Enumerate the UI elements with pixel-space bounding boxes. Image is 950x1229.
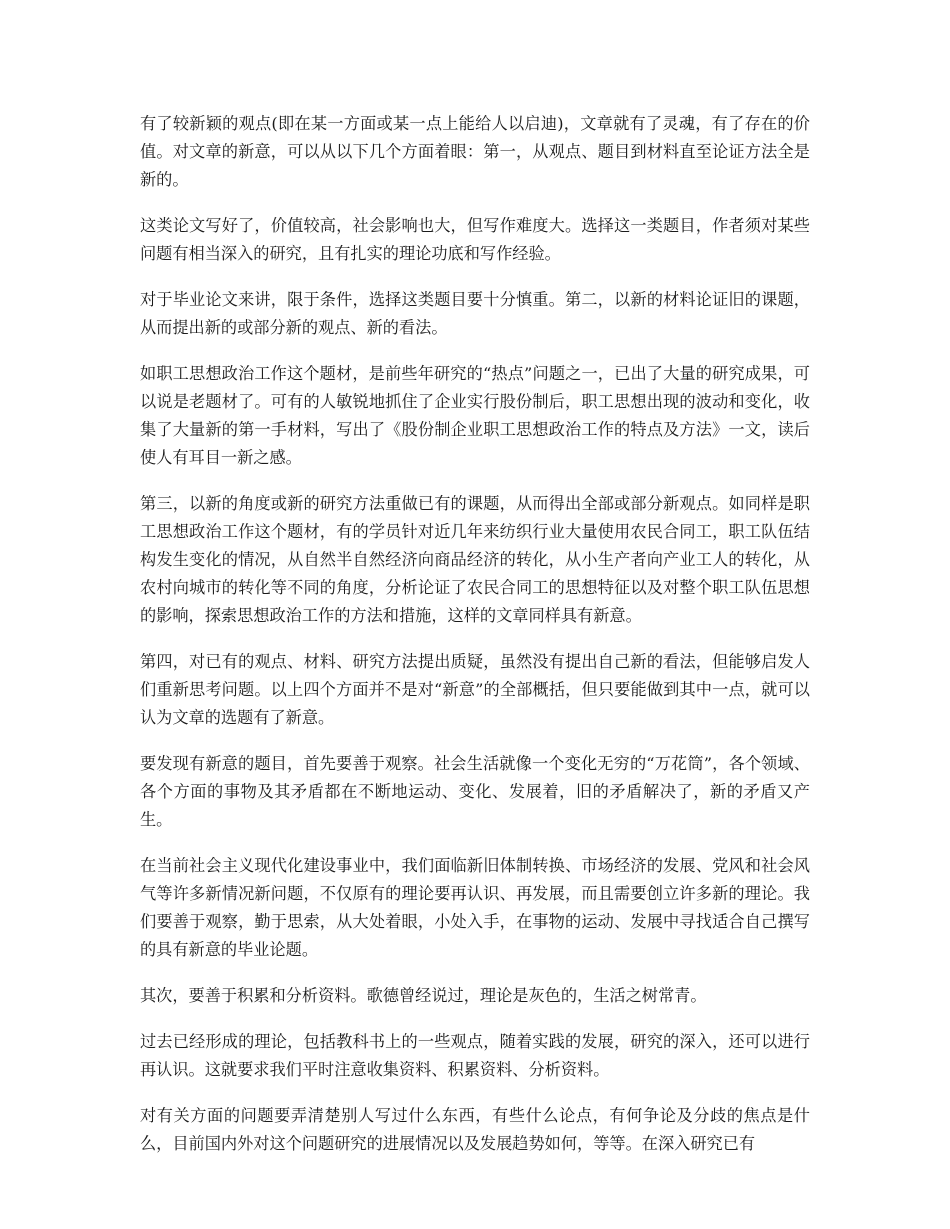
paragraph-2: 这类论文写好了，价值较高，社会影响也大，但写作难度大。选择这一类题目，作者须对某些问题有相当深入的研究，且有扎实的理论功底和写作经验。 [140, 216, 810, 263]
paragraph-8: 在当前社会主义现代化建设事业中，我们面临新旧体制转换、市场经济的发展、党风和社会风气等许多新情况新问题，不仅原有的理论要再认识、再发展，而且需要创立许多新的理论。我们要善于观察，勤于思索，从大处着眼，小处入手，在事物的运动、发展中寻找适合自己撰写的具有新意的毕业论题。 [140, 856, 810, 959]
paragraph-10: 过去已经形成的理论，包括教科书上的一些观点，随着实践的发展，研究的深入，还可以进行再认识。这就要求我们平时注意收集资料、积累资料、分析资料。 [140, 1032, 810, 1079]
paragraph-1: 有了较新颖的观点(即在某一方面或某一点上能给人以启迪)，文章就有了灵魂，有了存在的价值。对文章的新意，可以从以下几个方面着眼：第一，从观点、题目到材料直至论证方法全是新的。 [140, 114, 810, 189]
paragraph-7: 要发现有新意的题目，首先要善于观察。社会生活就像一个变化无穷的“万花筒”，各个领域、各个方面的事物及其矛盾都在不断地运动、变化、发展着，旧的矛盾解决了，新的矛盾又产生。 [140, 754, 810, 829]
paragraph-5: 第三，以新的角度或新的研究方法重做已有的课题，从而得出全部或部分新观点。如同样是职工思想政治工作这个题材，有的学员针对近几年来纺织行业大量使用农民合同工，职工队伍结构发生变化的情况，从自然半自然经济向商品经济的转化，从小生产者向产业工人的转化，从农村向城市的转化等不同的角度，分析论证了农民合同工的思想特征以及对整个职工队伍思想的影响，探索思想政治工作的方法和措施，这样的文章同样具有新意。 [140, 494, 810, 625]
document-body [140, 110, 810, 1176]
paragraph-6: 第四，对已有的观点、材料、研究方法提出质疑，虽然没有提出自己新的看法，但能够启发人们重新思考问题。以上四个方面并不是对“新意”的全部概括，但只要能做到其中一点，就可以认为文章的选题有了新意。 [140, 652, 810, 727]
paragraph-3: 对于毕业论文来讲，限于条件，选择这类题目要十分慎重。第二，以新的材料论证旧的课题，从而提出新的或部分新的观点、新的看法。 [140, 290, 810, 337]
paragraph-11: 对有关方面的问题要弄清楚别人写过什么东西，有些什么论点，有何争论及分歧的焦点是什么，目前国内外对这个问题研究的进展情况以及发展趋势如何，等等。在深入研究已有 [140, 1106, 810, 1153]
paragraph-9: 其次，要善于积累和分析资料。歌德曾经说过，理论是灰色的，生活之树常青。 [140, 986, 707, 1005]
paragraph-4: 如职工思想政治工作这个题材，是前些年研究的“热点”问题之一，已出了大量的研究成果，可以说是老题材了。可有的人敏锐地抓住了企业实行股份制后，职工思想出现的波动和变化，收集了大量新的第一手材料，写出了《股份制企业职工思想政治工作的特点及方法》一文，读后使人有耳目一新之感。 [140, 364, 810, 467]
